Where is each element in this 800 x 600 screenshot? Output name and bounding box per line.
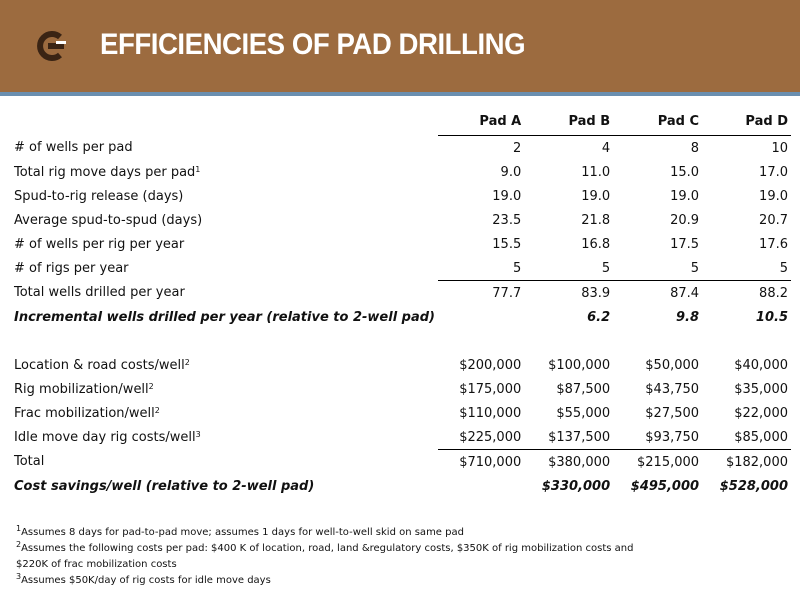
page-title: EFFICIENCIES OF PAD DRILLING	[100, 28, 526, 61]
company-logo-icon	[34, 31, 68, 61]
table-cell: 16.8	[581, 236, 611, 252]
table-cell: $182,000	[725, 454, 788, 470]
table-row	[6, 377, 791, 401]
row-label: Total wells drilled per year	[14, 285, 185, 301]
table-cell: 15.0	[670, 164, 700, 180]
table-cell: $22,000	[734, 405, 788, 421]
row-label: Average spud-to-spud (days)	[14, 212, 203, 228]
table-cell: $50,000	[645, 357, 700, 373]
table-cell: 88.2	[759, 285, 788, 301]
table-row	[6, 353, 791, 377]
table-header-row	[6, 108, 791, 136]
table-cell: 9.0	[500, 164, 522, 180]
footnote: $^1$Assumes 8 days for pad-to-pad move; assumes 1 days for well-to-well skid on same pad	[16, 524, 464, 538]
table-cell: 8	[690, 140, 700, 156]
table-cell: $380,000	[548, 454, 611, 470]
row-label: Incremental wells drilled per year (relative to 2-well pad)	[14, 309, 435, 325]
table-cell: 20.7	[759, 212, 788, 228]
table-spacer-row	[6, 329, 791, 353]
row-label: Total	[14, 454, 45, 470]
table-cell: 19.0	[759, 188, 788, 204]
row-label: Location & road costs/well$^2$	[14, 357, 190, 373]
table-row	[6, 160, 791, 184]
column-header: Pad D	[702, 108, 791, 136]
table-cell: 87.4	[670, 285, 700, 301]
table-cell: 4	[601, 140, 611, 156]
table-cell: 9.8	[676, 309, 700, 325]
table-cell: $710,000	[459, 454, 522, 470]
table-cell: $43,750	[645, 381, 700, 397]
row-label: Total rig move days per pad$^1$	[14, 164, 201, 180]
table-cell: 19.0	[492, 188, 522, 204]
footnote: $^3$Assumes $50K/day of rig costs for idle move days	[16, 572, 271, 586]
table-cell: $40,000	[734, 357, 788, 373]
table-cell: $93,750	[613, 425, 702, 450]
table-cell: 83.9	[581, 285, 611, 301]
table-cell: 15.5	[492, 236, 522, 252]
footnote: $^2$Assumes the following costs per pad: $400 K of location, road, land &regulatory costs, $350K of rig mobilization costs and $220K of frac mobilization costs	[16, 540, 634, 570]
table-row	[6, 401, 791, 425]
table-cell: $175,000	[459, 381, 522, 397]
header-divider	[0, 92, 800, 96]
table-row	[6, 208, 791, 232]
table-cell: 6.2	[587, 309, 611, 325]
row-label: Cost savings/well (relative to 2-well pad)	[14, 478, 315, 494]
table-cell: $528,000	[719, 478, 788, 494]
table-cell: 5	[702, 256, 791, 281]
table-cell: 2	[512, 140, 522, 156]
row-label: # of wells per rig per year	[14, 236, 185, 252]
table-cell: 5	[524, 256, 613, 281]
table-cell	[438, 474, 524, 498]
table-row	[6, 305, 791, 329]
row-label: Frac mobilization/well$^2$	[14, 405, 160, 421]
table-cell: 10	[771, 140, 788, 156]
table-cell: $35,000	[734, 381, 788, 397]
column-header: Pad A	[438, 108, 524, 136]
table-cell	[438, 305, 524, 329]
table-cell: 17.0	[759, 164, 788, 180]
table-cell: 10.5	[755, 309, 788, 325]
row-label: # of wells per pad	[14, 140, 133, 156]
table-cell: 5	[613, 256, 702, 281]
table-cell: $85,000	[702, 425, 791, 450]
table-cell: $87,500	[556, 381, 611, 397]
table-row	[6, 136, 791, 161]
table-cell: 17.6	[759, 236, 788, 252]
footnotes	[16, 525, 656, 589]
table-cell: $215,000	[637, 454, 700, 470]
column-header: Pad B	[524, 108, 613, 136]
table-cell: $495,000	[630, 478, 700, 494]
table-row	[6, 474, 791, 498]
table-row	[6, 232, 791, 256]
table-cell: $55,000	[556, 405, 611, 421]
header-spacer	[6, 108, 438, 136]
row-label: # of rigs per year	[14, 260, 129, 276]
table-cell: 20.9	[670, 212, 700, 228]
table-cell: $200,000	[459, 357, 522, 373]
table-cell: 19.0	[670, 188, 700, 204]
table-cell: $225,000	[438, 425, 524, 450]
table-cell: $110,000	[459, 405, 522, 421]
row-label: Rig mobilization/well$^2$	[14, 381, 154, 397]
pad-drilling-table	[6, 108, 791, 498]
table-row	[6, 450, 791, 475]
table-cell: $27,500	[645, 405, 700, 421]
table-cell: $100,000	[548, 357, 611, 373]
table-cell: 23.5	[492, 212, 522, 228]
column-header: Pad C	[613, 108, 702, 136]
table-cell: 17.5	[670, 236, 700, 252]
table-cell: 5	[438, 256, 524, 281]
table-row	[6, 184, 791, 208]
table-cell: 19.0	[581, 188, 611, 204]
table-cell: 11.0	[581, 164, 611, 180]
table-cell: 21.8	[581, 212, 611, 228]
table-cell: $330,000	[541, 478, 611, 494]
table-row	[6, 425, 791, 450]
table-cell: 77.7	[492, 285, 522, 301]
row-label: Spud-to-rig release (days)	[14, 188, 184, 204]
table-cell: $137,500	[524, 425, 613, 450]
table-row	[6, 256, 791, 281]
row-label: Idle move day rig costs/well$^3$	[14, 429, 201, 445]
table-row	[6, 281, 791, 306]
